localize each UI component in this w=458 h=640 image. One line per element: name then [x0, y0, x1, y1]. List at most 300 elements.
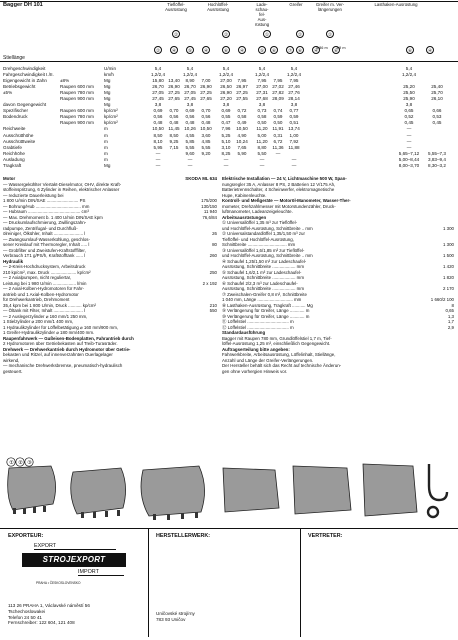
spec-value: 25,20: [403, 84, 415, 90]
text-line-value: 550: [209, 308, 217, 313]
spec-value: 8,00–3,70: [398, 162, 420, 168]
text-line-label: — mechanische Drehwerksbremse, pneumatisch-hydraulisch: [3, 363, 123, 368]
spec-value: 0,70: [169, 108, 179, 114]
spec-row-label: Ausschütthöhe: [3, 132, 34, 138]
circle-marker: ④: [312, 46, 320, 54]
text-line-label: Schnittbreite ................................ mm: [222, 242, 296, 247]
logo-export-text: EXPORT: [34, 543, 116, 550]
spec-value: 0,59: [273, 114, 283, 120]
spec-value: 7,95: [237, 78, 247, 84]
text-line-value: 11 940: [203, 209, 217, 214]
spec-value: 1,2/2,4: [401, 72, 417, 78]
spec-row-unit: m: [104, 144, 108, 150]
spec-value: 3,8: [290, 102, 298, 108]
spec-value: 0,58: [237, 114, 247, 120]
spec-value: 0,69: [221, 108, 231, 114]
spec-value: 25,50: [403, 90, 415, 96]
spec-value: —: [406, 144, 412, 150]
text-line-value: 1,3: [447, 313, 454, 319]
text-line-label: 1 Stielzylinder ⌀ 200 mm/1 400 mm,: [3, 319, 74, 324]
text-line-label: 35,4 kpm bei 1 800 U/min, Druck ........... kp/cm²: [3, 302, 96, 308]
spec-row-label: Ausladung: [3, 156, 25, 162]
vertreter-heading: VERTRETER:: [308, 533, 343, 539]
text-line-label: ⑦ Zweischalen-Greifer 0,8 m³, Schnittbreite: [222, 291, 307, 297]
text-line-value: 175/200: [201, 198, 217, 203]
text-line-label: Der Hersteller behält sich das Recht auf technische Änderun-: [222, 363, 342, 368]
spec-value: 0,66: [432, 108, 442, 114]
circle-marker: ⑤: [258, 46, 266, 54]
circle-marker: ⑥: [332, 46, 340, 54]
spec-row-unit: Mg: [104, 78, 111, 84]
spec-value: 3,8: [154, 102, 162, 108]
spec-value: 3,60: [201, 132, 211, 138]
text-line-label: ⑤ Schaufel 1,6/2,1 m³ zur Ladeschaufel-: [222, 269, 302, 275]
spec-value: 10,24: [236, 138, 248, 144]
spec-value: 0,53: [432, 114, 442, 120]
spec-value: 0,55: [221, 114, 231, 120]
spec-value: —: [406, 132, 412, 138]
circle-marker: ④: [238, 46, 246, 54]
text-line-value: 210: [209, 302, 217, 308]
circle-markers: [0, 32, 458, 53]
spec-row-label: Grabtiefe: [3, 144, 22, 150]
spec-value: 1,2/2,4: [254, 72, 270, 78]
spec-value: 7,92: [289, 138, 299, 144]
spec-value: 27,20: [220, 96, 232, 102]
spec-row-label: Betriebsgewicht: [3, 84, 36, 90]
circle-marker: ⑥: [270, 46, 278, 54]
text-line-value: 0,65: [445, 308, 454, 313]
spec-value: 1,00: [289, 132, 299, 138]
circle-marker: ⑦: [286, 46, 294, 54]
spec-value: 27,00: [256, 84, 268, 90]
column-header: Greifer: [289, 2, 303, 7]
text-line-value: 1 420: [443, 264, 454, 269]
spec-value: 27,05: [152, 90, 164, 96]
text-line-label: — Bohrung/Hub ..................................... mm: [3, 203, 90, 209]
spec-value: 27,65: [168, 96, 180, 102]
text-line: [3, 369, 217, 375]
spec-value: 28,09: [272, 96, 284, 102]
text-line-label: Hydraulik: [3, 258, 24, 264]
text-line-label: sener Kreislauf mit Thermoregler, Inhalt ..... l: [3, 242, 90, 247]
text-line-label: Kontroll- und Meßgeräte — Motoröl-Manometer, Wasser-Ther-: [222, 198, 351, 203]
footer: [0, 528, 458, 636]
text-line-value: 1,7: [447, 319, 454, 324]
spec-value: 26,90: [220, 90, 232, 96]
text-line-label: Fahrwerkbreite, Arbeitsausrüstung, Löffelinhalt, Stiellänge,: [222, 352, 336, 357]
text-line-label: Raupenfahrwerk — Gußeisen-Bodenplatten, Fahrantrieb durch: [3, 335, 134, 341]
spec-value: 0,48: [169, 120, 179, 126]
circle-marker: ②: [154, 46, 162, 54]
spec-row-label: ±5%: [3, 90, 13, 96]
text-line-label: luftmanometer, Ladeanzeigeleuchte.: [222, 209, 293, 214]
circle-marker: ②: [222, 30, 230, 38]
spec-value: —: [406, 126, 412, 132]
spec-row-unit: m: [104, 150, 108, 156]
spec-value: 9,25: [169, 138, 179, 144]
spec-value: 27,46: [288, 84, 300, 90]
strip-badge-2: ②: [18, 460, 23, 466]
bucket-1-icon: [8, 466, 56, 510]
text-line-label: ⑪ Löffelstiel .................................. m: [222, 319, 294, 324]
spec-row-label: Ausschütttweite: [3, 138, 36, 144]
spec-value: 0,45: [404, 120, 414, 126]
spec-value: —: [406, 138, 412, 144]
dim-label-2: 3,9 m: [336, 46, 346, 50]
spec-value: 26,90: [200, 84, 212, 90]
logo-praha-text: PRAHA • ČESKOSLOVENSKO: [36, 581, 81, 585]
text-line-label: — Druckumlaufschmierung, Zwillingszahn-: [3, 220, 87, 225]
spec-table: [0, 66, 458, 169]
spec-value: 0,48: [185, 120, 195, 126]
text-line-label: — Wassergekühlter Viertakt-Dieselmotor, OHV, direkte Kraft-: [3, 181, 122, 187]
address-line: 783 93 Uničov: [156, 616, 186, 622]
spec-value: —: [155, 156, 161, 162]
spec-row-unit: kp/cm²: [104, 108, 118, 114]
spec-value: 7,95: [257, 78, 267, 84]
text-line-value: 1 500: [443, 253, 454, 258]
text-line-label: nungsregler 35 A, Anlasser 8 PS, 2 Batterien 12 V/175 Ah,: [222, 181, 336, 187]
spec-row-unit: m: [104, 132, 108, 138]
text-line-label: — 2 Auslegerzylinder ⌀ 160 mm/1 250 mm,: [3, 313, 88, 319]
spec-value: 5,4: [290, 66, 298, 71]
spec-row-label: Reichweite: [3, 126, 26, 132]
exporteur-heading: EXPORTEUR:: [8, 533, 44, 539]
spec-value: 8,25: [221, 150, 231, 156]
spec-value: 10,50: [236, 126, 248, 132]
text-line-label: — 2 Axialpumpen, nicht reguliertar,: [3, 275, 72, 280]
column-header: Lade- schau- fel- Aus- rüstung: [254, 2, 270, 27]
spec-value: 0,51: [289, 120, 299, 126]
circle-marker: ④: [170, 46, 178, 54]
spec-row-sublabel: Raupen 900 mm: [60, 96, 94, 102]
stiel-label: Stiellänge: [3, 55, 25, 61]
attachments-strip: [3, 456, 455, 526]
spec-value: 10,50: [200, 126, 212, 132]
spec-value: 7,96: [221, 126, 231, 132]
spec-value: 0,56: [185, 114, 195, 120]
spec-value: 1,2/2,4: [182, 72, 198, 78]
spec-value: 28,14: [288, 96, 300, 102]
spec-value: 1,2/2,4: [150, 72, 166, 78]
text-line-value: 2 170: [443, 286, 454, 291]
bucket-3-icon: [141, 466, 205, 516]
circle-marker: ④: [202, 46, 210, 54]
text-line: [222, 369, 454, 375]
circle-marker: ⑥: [296, 46, 304, 54]
circle-marker: ①: [263, 30, 271, 38]
spec-value: 3,8: [405, 102, 413, 108]
spec-value: 11,88: [288, 144, 300, 150]
spec-value: 7,65: [237, 144, 247, 150]
text-line-value: 1 820: [443, 275, 454, 280]
spec-value: —: [223, 156, 229, 162]
spec-value: 5,25: [221, 132, 231, 138]
text-line-label: ⑧ Lasthaken-Ausrüstung, Tragkraft ........... Mg: [222, 302, 313, 308]
stiel-row: [0, 53, 458, 62]
text-line-value: 1 660/2 100: [430, 297, 454, 302]
text-line-label: 1 Hydraulikzylinder für Löffelbetätigung ⌀ 160 mm/900 mm,: [3, 324, 119, 330]
spec-value: 0,50: [257, 120, 267, 126]
spec-row-label: Spezifischer: [3, 108, 29, 114]
text-line-label: gesteuert.: [3, 368, 23, 374]
text-line-label: ④ Schaufel 1,25/1,50 m³ zur Ladeschaufel-: [222, 258, 307, 264]
text-line-label: — Max. Drehmoment b. 1 400 U/min DIN/SAE kpm: [3, 214, 103, 220]
spec-value: 7,00: [201, 78, 211, 84]
address-line: Telefon 24 50 41: [8, 614, 42, 620]
spec-row-unit: U/min: [104, 66, 116, 71]
text-line-label: stoffeinspritzung, 6 Zylinder in Reihen, elektrischer Anlasser: [3, 187, 120, 192]
strojexport-logo: [22, 543, 132, 589]
spec-value: 6,72: [273, 138, 283, 144]
spec-value: 0,73: [257, 108, 267, 114]
spec-value: 0,49: [237, 120, 247, 126]
spec-value: 3,83–9,4: [428, 156, 446, 162]
text-line-label: löffel-Ausrüstung 1,25 m³, einschließlich Gegengewicht.: [222, 341, 331, 346]
text-line-label: — reduzierte Dauerleistung bei: [3, 192, 64, 198]
spec-value: 7,95: [273, 78, 283, 84]
logo-import-text: IMPORT: [78, 569, 124, 576]
spec-value: 0,72: [237, 108, 247, 114]
spec-value: 13,74: [288, 126, 300, 132]
spec-row-label: Drehgeschwindigkeit: [3, 66, 46, 71]
spec-value: 9,60: [185, 150, 195, 156]
herstellerwerk-address: [156, 611, 195, 623]
spec-value: 27,45: [152, 96, 164, 102]
spec-row-unit: Mg: [104, 90, 111, 96]
text-line-label: Tieflöffel- und Hochlöffel-Ausrüstung,: [222, 236, 294, 242]
spec-value: 7,15: [169, 144, 179, 150]
text-line-label: — Zwangsumlauf-Wasserkühlung, geschlos-: [3, 236, 90, 242]
spec-row-label: Bodendruck: [3, 114, 28, 120]
spec-value: 0,65: [404, 108, 414, 114]
text-line-label: — Öltank mit Filter, Inhalt ........................ l: [3, 308, 85, 313]
spec-value: 5,00: [257, 132, 267, 138]
spec-value: 5,65–7,12: [398, 150, 420, 156]
text-line-label: ① Universallöffel 1,35 m³ zur Tieflöffel-: [222, 220, 298, 225]
spec-row-unit: km/h: [104, 72, 114, 78]
spec-row-unit: m: [104, 156, 108, 162]
spec-row-sublabel: ±8%: [60, 78, 70, 84]
column-header: Greifer m. Ver- längerungen: [315, 2, 345, 12]
text-line-label: 2 Hydromotoren über Getriebekasten auf Treib-Turasräder.: [3, 341, 118, 346]
spec-value: 5,55: [201, 144, 211, 150]
text-line-label: antrieb und 1 Axial-Kolben-Hydromotor: [3, 291, 79, 297]
strip-badge-1: ①: [9, 460, 14, 466]
spec-value: 5,10: [221, 138, 231, 144]
spec-value: 5,4: [258, 66, 266, 71]
text-line-value: 80: [212, 242, 217, 247]
text-line-label: und Hochlöffel-Ausrüstung, Schnittbreite .. mm: [222, 253, 313, 258]
spec-value: 26,70: [152, 84, 164, 90]
spec-value: —: [291, 162, 297, 168]
text-line-label: gen ohne vorhergien Hinweis vor.: [222, 368, 288, 374]
spec-value: 27,31: [256, 90, 268, 96]
text-line-label: wirkend,: [3, 357, 20, 363]
strip-badge-3: ③: [27, 460, 32, 466]
column-header: Tieflöffel- Ausrüstung: [165, 2, 187, 12]
text-line-label: — Grobfilter und Zweistufen-Kraftstofffilter,: [3, 247, 86, 253]
text-line-label: ③ Universallöffel 1,6/1,85 m³ zur Tieflöffel-: [222, 247, 305, 253]
spec-value: 0,69: [153, 108, 163, 114]
spec-value: 0,59: [289, 114, 299, 120]
circle-marker: ②: [326, 30, 334, 38]
spec-value: 8,10: [153, 138, 163, 144]
spec-row-unit: Mg: [104, 96, 111, 102]
spec-value: 3,8: [222, 102, 230, 108]
text-line-label: Bagger mit Raupen 780 mm, Grundlöffelstiel 1,7 m, Tief-: [222, 335, 332, 341]
spec-value: 27,76: [288, 90, 300, 96]
herstellerwerk-heading: HERSTELLERWERK:: [156, 533, 211, 539]
right-text-column: [222, 176, 454, 374]
spec-value: 25,70: [431, 90, 443, 96]
spec-row-unit: kp/cm²: [104, 120, 118, 126]
spec-value: 0,70: [201, 108, 211, 114]
column-header: Lasthaken-Ausrüstung: [374, 2, 418, 7]
spec-row-sublabel: Raupen 600 mm: [60, 84, 94, 90]
text-line-label: 1 800 U/min DIN/SAE .......................... PS: [3, 198, 86, 203]
spec-row-sublabel: Raupen 600 mm: [60, 108, 94, 114]
spec-value: 0,50: [273, 120, 283, 126]
text-line-value: 8: [451, 302, 454, 308]
spec-value: 5,95: [153, 144, 163, 150]
spec-value: 0,56: [153, 114, 163, 120]
spec-row-label: davon Gegengewicht: [3, 102, 47, 108]
spec-value: 0,77: [289, 108, 299, 114]
spec-value: —: [223, 162, 229, 168]
spec-value: 0,52: [404, 114, 414, 120]
spec-value: 0,31: [273, 132, 283, 138]
spec-value: 27,82: [272, 90, 284, 96]
circle-marker: ⑥: [222, 46, 230, 54]
logo-banner: STROJEXPORT: [22, 553, 126, 567]
text-line-label: Ausrüstung, Schnittbreite ................... mm: [222, 264, 304, 269]
spec-value: 10,26: [184, 126, 196, 132]
spec-value: 11,20: [256, 138, 268, 144]
address-line: 113 26 PRAHA 1, Václavské náměstí 56: [8, 603, 90, 608]
text-line-label: Ausrüstung, Schnittbreite ................... mm: [222, 275, 304, 280]
spec-row-sublabel: Raupen 780 mm: [60, 90, 94, 96]
spec-value: 0,45: [432, 120, 442, 126]
text-line-label: 210 kp/cm², max. Druck ..................... kp/cm²: [3, 269, 91, 275]
spec-value: 5,4: [154, 66, 162, 71]
spec-value: 27,68: [256, 96, 268, 102]
circle-marker: ②: [296, 30, 304, 38]
text-line-label: ⑨ Verlängerung für Greifer, Länge ............ m: [222, 308, 310, 313]
text-line-label: Batterietrennschalter, 4 Scheinwerfer, elektromagnetische: [222, 187, 335, 192]
text-line-label: ölreiniger, Ölkühler, Inhalt ........................ l: [3, 231, 86, 236]
text-line-value: SKODA ML 634: [185, 176, 217, 181]
spec-value: —: [187, 156, 193, 162]
spec-value: 27,65: [200, 96, 212, 102]
spec-value: 27,05: [184, 90, 196, 96]
text-line-label: — 2 Axial-Kolben-Hydromotoren für Fahr-: [3, 286, 85, 291]
text-line-label: Standardausführung: [222, 330, 266, 335]
text-line-value: 2 x 192: [202, 280, 217, 286]
spec-value: 27,02: [272, 84, 284, 90]
spec-value: 1,2/2,4: [286, 72, 302, 78]
spec-value: 8,50: [169, 132, 179, 138]
spec-value: 3,8: [258, 102, 266, 108]
spec-value: 11,91: [272, 126, 284, 132]
spec-value: —: [259, 162, 265, 168]
text-line-label: ⑫ Löffelstiel .................................. m: [222, 324, 294, 330]
spec-value: 8,30–3,2: [428, 162, 446, 168]
text-line-value: 1 300: [443, 242, 454, 247]
spec-value: 5,4: [222, 66, 230, 71]
spec-value: 3,8: [186, 102, 194, 108]
spec-value: 4,85: [201, 138, 211, 144]
spec-value: 5,4: [186, 66, 194, 71]
spec-value: 11,45: [168, 126, 180, 132]
text-line-label: Motor: [3, 176, 16, 181]
text-line-label: bekasten und Ritzel, auf innenverzahnten Ouerlagelager: [3, 352, 113, 357]
spec-row-label: Reichhöhe: [3, 150, 25, 156]
text-line-label: 1 Greifer-Hydraulikzylinder ⌀ 180 mm/400 mm.: [3, 330, 95, 335]
column-header: Hochlöffel- Ausrüstung: [207, 2, 229, 12]
spec-value: 26,10: [431, 96, 443, 102]
text-line-label: für Drehwerkantrieb, Drehmoment: [3, 297, 70, 302]
spec-value: —: [259, 156, 265, 162]
circle-marker: ④: [426, 46, 434, 54]
spec-row-unit: Mg: [104, 84, 111, 90]
text-line-label: ② Universalstandardlöffel 1,35/1,50 m³ zur: [222, 231, 305, 236]
spec-row-unit: kp/cm²: [104, 114, 118, 120]
spec-value: 0,74: [273, 108, 283, 114]
spec-value: 0,48: [153, 120, 163, 126]
shovel-4-icon: [223, 468, 279, 512]
circle-marker: ⑤: [186, 46, 194, 54]
spec-value: —: [291, 156, 297, 162]
attachments-illustration: [3, 456, 455, 526]
text-line-label: mometer, Drehzahlmesser mit Motorstundenzähler, Druck-: [222, 203, 336, 209]
spec-value: 5,55: [185, 144, 195, 150]
spec-value: 0,48: [201, 120, 211, 126]
spec-value: 5,50: [257, 150, 267, 156]
text-line-label: Ausrüstung, Schnittbreite ................... mm: [222, 286, 304, 291]
spec-row-label: Fahrgeschwindigkeit I./II.: [3, 72, 54, 78]
spec-value: —: [155, 162, 161, 168]
spec-value: 3,10: [221, 144, 231, 150]
spec-value: 0,56: [169, 114, 179, 120]
spec-value: —: [275, 150, 281, 156]
spec-value: 8,80: [257, 144, 267, 150]
circle-marker: ⑥: [406, 46, 414, 54]
dim-label-1: 4,86 m: [316, 46, 328, 50]
text-line-label: ⑥ Schaufel 2/2,3 m³ zur Ladeschaufel-: [222, 280, 298, 286]
exporteur-address: [8, 603, 90, 626]
spec-value: 0,58: [257, 114, 267, 120]
spec-value: 8,50: [153, 132, 163, 138]
spec-value: 5,00–8,44: [398, 156, 420, 162]
spec-value: 26,90: [168, 84, 180, 90]
text-line-label: — 2-Kreis-Hochdrucksystem, Arbeitsdruck: [3, 264, 86, 269]
address-line: Fernschreiber: 122 604, 121 408: [8, 620, 75, 626]
text-line-label: und Hochlöffel-Ausrüstung, Schnittbreite .. mm: [222, 225, 313, 231]
spec-value: 0,69: [185, 108, 195, 114]
spec-value: 26,70: [184, 84, 196, 90]
spec-value: 4,90: [237, 132, 247, 138]
text-line-label: radpumpe, Zentrifugal- und Durchfluß-: [3, 225, 78, 231]
text-line-label: Hupe, Kabinenleuchte.: [222, 192, 267, 198]
text-line-value: 76,6/84: [202, 214, 217, 220]
spec-value: 0,56: [201, 114, 211, 120]
bucket-2-icon: [71, 468, 126, 514]
text-line-label: ⑩ Verlängerung für Greifer, Länge ............ m: [222, 313, 310, 319]
spec-value: 27,25: [236, 90, 248, 96]
spec-row: [0, 163, 458, 169]
